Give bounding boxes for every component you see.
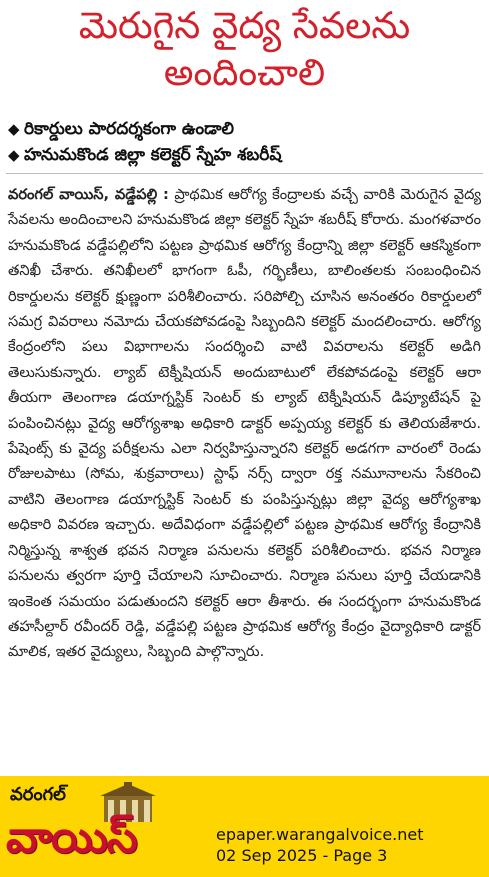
- subheads: [8, 116, 484, 168]
- article-dateline: వరంగల్ వాయిస్, వడ్డేపల్లి :: [8, 186, 169, 203]
- headline-line-2: అందించాలి: [163, 51, 326, 94]
- subhead-item: [8, 116, 484, 142]
- diamond-bullet-icon: ◆: [8, 120, 20, 138]
- article-body: [8, 182, 481, 665]
- subhead-text: రికార్డులు పారదర్శకంగా ఉండాలి: [24, 119, 234, 139]
- epaper-url[interactable]: epaper.warangalvoice.net: [216, 825, 424, 844]
- subhead-item: [8, 142, 484, 168]
- divider: [6, 173, 483, 174]
- footer-banner: [0, 776, 489, 877]
- issue-date-page: 02 Sep 2025 - Page 3: [216, 846, 388, 865]
- footer-meta: [216, 824, 424, 866]
- diamond-bullet-icon: ◆: [8, 146, 20, 164]
- headline: [0, 2, 489, 96]
- article-text: ప్రాథమిక ఆరోగ్య కేంద్రాలకు వచ్చే వారికి మెరుగైన వైద్య సేవలను అందించాలని హనుమకొండ జిల్లా కలెక్టర్ స్నేహ శబరీష్ కోరారు. మంగళవారం హనుమకొండ వడ్డేపల్లిలోని పట్టణ ప్రాథమిక ఆరోగ్య కేంద్రాన్ని జిల్లా కలెక్టర్ ఆకస్మికంగా తనిఖీ చేశారు. తనిఖీలలో భాగంగా ఓపీ, గర్భిణీలు, బాలింతలకు సంబంధించిన రికార్డులను కలెక్టర్ క్షుణ్ణంగా పరిశీలించారు. సరిపోల్చి చూసిన అనంతరం రికార్డులలో సమగ్ర వివరాలు నమోదు చేయకపోవడంపై సిబ్బందిని కలెక్టర్ మందలించారు. ఆరోగ్య కేంద్రంలోని పలు విభాగాలను సందర్శించి వాటి వివరాలను కలెక్టర్ అడిగి తెలుసుకున్నారు. ల్యాబ్ టెక్నీషియన్ అందుబాటులో లేకపోవడంపై కలెక్టర్ ఆరా తీయగా తెలంగాణ డయాగ్నస్టిక్ సెంటర్ కు ల్యాబ్ టెక్నీషియన్ డిప్యూటేషన్ పై పంపించినట్లు వైద్య ఆరోగ్యశాఖ అధికారి డాక్టర్ అప్పయ్య కలెక్టర్ కు తెలియజేశారు. పేషెంట్స్ కు వైద్య పరీక్షలను ఎలా నిర్వహిస్తున్నారని కలెక్టర్ అడగగా వారంలో రెండు రోజులపాటు (సోమ, శుక్రవారాలు) స్టాఫ్ నర్స్ ద్వారా రక్త నమూనాలను సేకరించి వాటిని తెలంగాణ డయాగ్నస్టిక్ సెంటర్ కు పంపిస్తున్నట్లు జిల్లా వైద్య ఆరోగ్యశాఖ అధికారి వివరణ ఇచ్చారు. అదేవిధంగా వడ్డేపల్లిలో పట్టణ ప్రాథమిక ఆరోగ్య కేంద్రానికి నిర్మిస్తున్న శాశ్వత భవన నిర్మాణ పనులను కలెక్టర్ పరిశీలించారు. భవన నిర్మాణ పనులను త్వరగా పూర్తి చేయాలని సూచించారు. నిర్మాణ పనులు పూర్తి చేయడానికి ఇంకెంత సమయం పడుతుందని కలెక్టర్ ఆరా తీశారు. ఈ సందర్భంగా హనుమకొండ తహసీల్దార్ రవీందర్ రెడ్డి, వడ్డేపల్లి పట్టణ ప్రాథమిక ఆరోగ్య కేంద్రం వైద్యాధికారి డాక్టర్ మాలిక, ఇతర వైద్యులు, సిబ్బంది పాల్గొన్నారు.: [8, 186, 482, 661]
- publication-logo[interactable]: [6, 782, 206, 872]
- headline-line-1: మెరుగైన వైద్య సేవలను: [78, 4, 411, 47]
- logo-main-text: వాయిస్: [6, 812, 137, 863]
- logo-top-text: వరంగల్: [10, 784, 66, 805]
- subhead-text: హనుమకొండ జిల్లా కలెక్టర్ స్నేహ శబరీష్: [24, 145, 282, 165]
